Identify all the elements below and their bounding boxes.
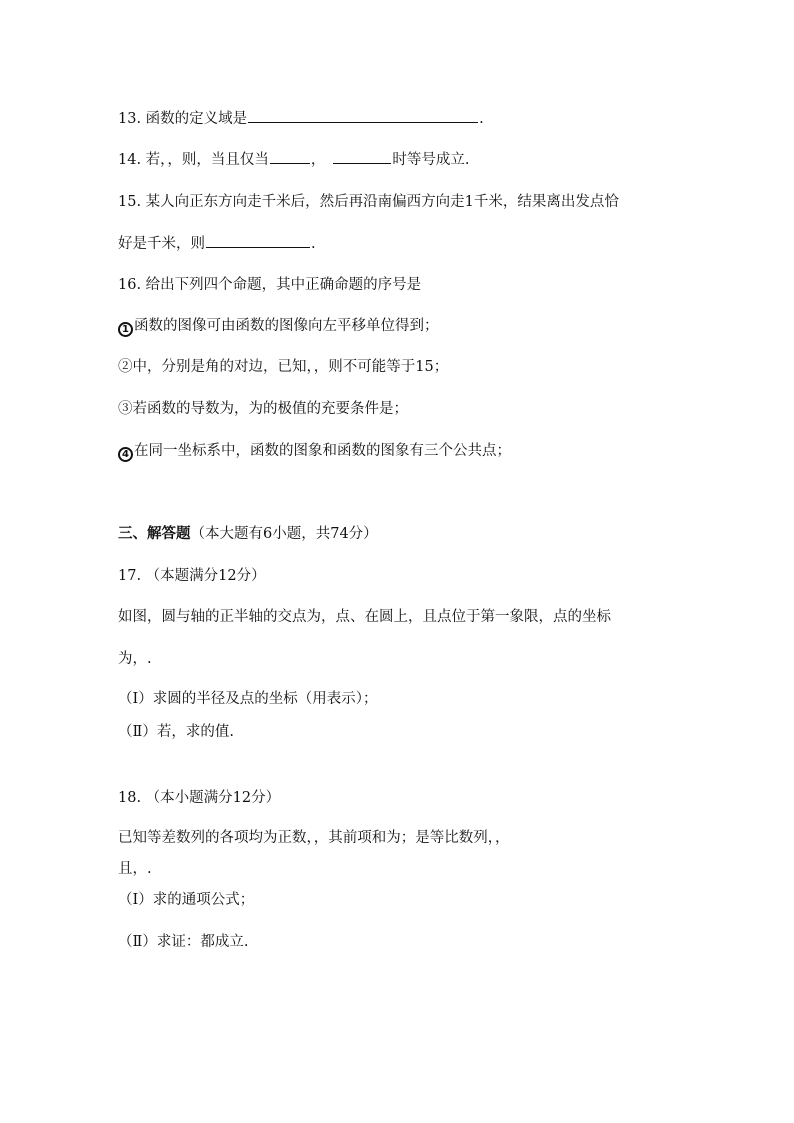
proposition-4-text: 在同一坐标系中，函数的图象和函数的图象有三个公共点； [134, 443, 511, 459]
proposition-3-marker: ③ [118, 401, 133, 417]
question-17-line-1 [118, 607, 611, 627]
question-17-text-1: 如图，圆与轴的正半轴的交点为，点、在圆上，且点位于第一象限，点的坐标 [118, 609, 611, 625]
question-15-text-1: 15. 某人向正东方向走千米后，然后再沿南偏西方向走1千米，结果离出发点恰 [118, 194, 619, 210]
circled-four-icon: 4 [118, 447, 133, 462]
question-17-part-2-text: （Ⅱ）若，求的值. [118, 724, 234, 740]
answer-blank-14b[interactable] [333, 149, 391, 164]
question-15-tail: . [311, 236, 316, 252]
question-16-stem [118, 275, 421, 295]
question-18-header-text: 18. （本小题满分12分） [118, 790, 281, 806]
question-15-line-2 [118, 233, 316, 254]
question-18-part-1-text: （Ⅰ）求的通项公式； [118, 892, 255, 908]
question-14-text-b: ， [310, 152, 326, 168]
question-17-line-2 [118, 649, 152, 669]
question-18-header [118, 788, 280, 808]
question-14 [118, 149, 470, 170]
answer-blank-15[interactable] [206, 233, 310, 248]
circled-one-icon: 1 [118, 322, 133, 337]
section-3-heading [118, 524, 378, 544]
proposition-4 [118, 441, 511, 462]
question-18-text-2: 且，. [118, 861, 152, 877]
question-13 [118, 108, 484, 129]
question-16-text: 16. 给出下列四个命题，其中正确命题的序号是 [118, 277, 422, 293]
question-13-tail: . [479, 111, 484, 127]
question-17-header-text: 17. （本题满分12分） [118, 568, 266, 584]
proposition-2-marker: ② [118, 359, 133, 375]
question-13-text: 13. 函数的定义域是 [118, 111, 248, 127]
question-18-text-1: 已知等差数列的各项均为正数，，其前项和为；是等比数列，， [118, 830, 510, 846]
answer-blank-14a[interactable] [270, 149, 310, 164]
section-3-title: 三、解答题 [118, 525, 191, 542]
proposition-3-text: 若函数的导数为，为的极值的充要条件是； [132, 401, 408, 417]
question-17-text-2: 为，. [118, 651, 152, 667]
proposition-1 [118, 316, 439, 337]
question-17-header [118, 566, 266, 586]
proposition-2-text: 中，分别是角的对边，已知，，则不可能等于15； [132, 359, 449, 375]
proposition-2 [118, 357, 448, 377]
proposition-1-text: 函数的图像可由函数的图像向左平移单位得到； [134, 318, 439, 334]
question-14-text-a: 14. 若，，则，当且仅当 [118, 152, 269, 168]
answer-blank-13[interactable] [248, 108, 478, 123]
question-15-line-1 [118, 192, 619, 212]
question-14-text-c: 时等号成立. [392, 152, 470, 168]
question-18-line-1 [118, 828, 510, 848]
question-18-part-2-text: （Ⅱ）求证：都成立. [118, 934, 249, 950]
question-18-part-2 [118, 932, 248, 952]
section-3-note: （本大题有6小题，共74分） [190, 526, 378, 542]
question-17-part-1 [118, 689, 377, 709]
question-18-part-1 [118, 890, 254, 910]
question-15-text-2: 好是千米，则 [118, 236, 205, 252]
proposition-3 [118, 399, 408, 419]
question-17-part-1-text: （Ⅰ）求圆的半径及点的坐标（用表示）； [118, 691, 378, 707]
question-18-line-2 [118, 859, 152, 879]
question-17-part-2 [118, 722, 234, 742]
